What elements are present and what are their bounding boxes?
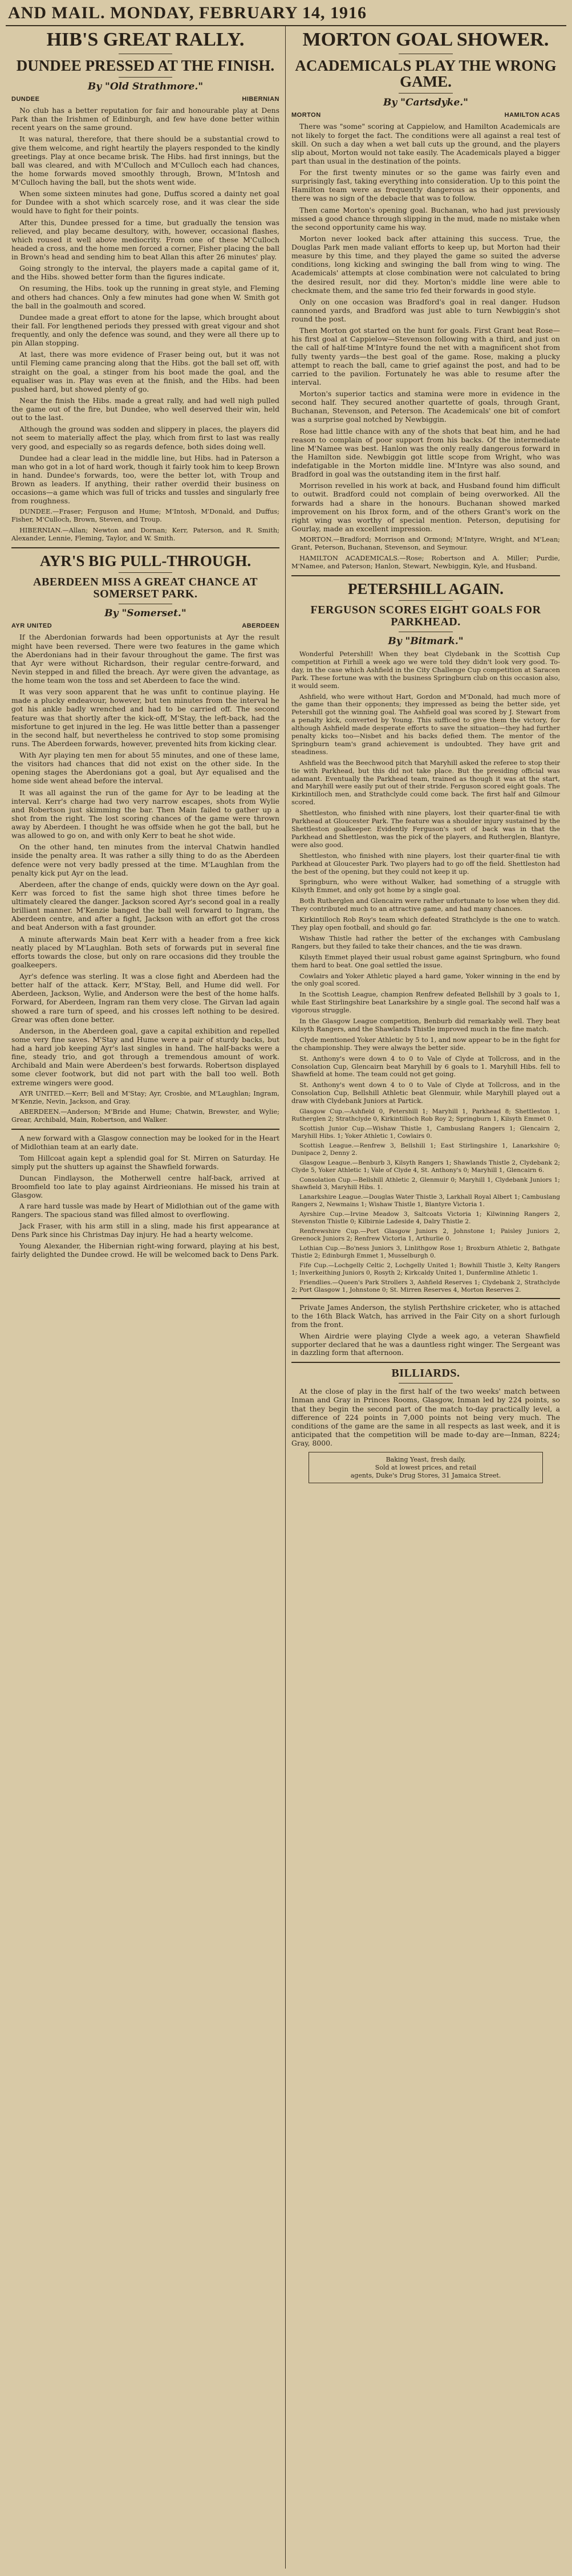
petershill-results [291, 1108, 560, 1293]
article-paragraph: St. Anthony's went down 4 to 0 to Vale of Clyde at Tollcross, and in the Consolation Cup, Bellshill Athletic beat Glenmuir, while Maryhill played out a draw with Clydebank Juniors at Partick. [291, 1081, 560, 1105]
ad-line: Sold at lowest prices, and retail [375, 1463, 477, 1471]
columns [6, 26, 566, 2569]
results-line: Lothian Cup.—Bo'ness Juniors 3, Linlithgow Rose 1; Broxburn Athletic 2, Bathgate Thistle 2; Edinburgh Emmet 1, Musselburgh 0. [291, 1245, 560, 1259]
article-paragraph: Morrison revelled in his work at back, and Husband found him difficult to outwit. Bradford could not complain of being overworked. All the forwards had a share in the honours. Buchanan showed marked improvement on his Ibrox form, and of the others Grant's work on the right wing was worthy of special mention. Peterson, deputising for Gourlay, made an excellent impression. [291, 481, 560, 533]
article-paragraph: Anderson, in the Aberdeen goal, gave a capital exhibition and repelled some very fine saves. M'Stay and Hume were a pair of sturdy backs, but had a hard job keeping Ayr's last singles in hand. The half-backs were a fine, steady trio, and got through a tremendous amount of work. Archibald and Main were Aberdeen's best forwards. Robertson displayed some clever footwork, but did not part with the ball too well. Both extreme wingers were good. [11, 1026, 279, 1087]
article-paragraph: After this, Dundee pressed for a time, but gradually the tension was relieved, and play became desultory, with, however, occasional flashes, which roused it well above mediocrity. From one of these M'Culloch headed a cross, and the home men forced a corner, Fisher placing the ball in Brown's head and sending him to beat Allan this after 26 minutes' play. [11, 218, 279, 262]
ayr-article [11, 553, 279, 1124]
morton-article [291, 30, 560, 571]
article-paragraph: In the Scottish League, champion Renfrew defeated Bellshill by 3 goals to 1, while East Stirlingshire beat Lanarkshire by a single goal. The second half was a vigorous struggle. [291, 990, 560, 1015]
note-paragraph: Tom Hillcoat again kept a splendid goal for St. Mirren on Saturday. He simply put the shutters up against the Shawfield forwards. [11, 1154, 279, 1171]
team-lineup: HAMILTON ACADEMICALS.—Rose; Robertson and A. Miller; Purdie, M'Namee, and Paterson; Hanlon, Stewart, Newbiggin, Kyle, and Husband. [291, 554, 560, 570]
article-paragraph: Going strongly to the interval, the players made a capital game of it, and the Hibs. showed better form than the figures indicate. [11, 264, 279, 282]
billiards-article [291, 1368, 560, 1447]
article-paragraph: Wishaw Thistle had rather the better of the exchanges with Cambuslang Rangers, but they failed to take their chances, and the tie was drawn. [291, 934, 560, 950]
note-paragraph: Jack Fraser, with his arm still in a sling, made his first appearance at Dens Park since his Christmas Day injury. He had a hearty welcome. [11, 1222, 279, 1239]
team-lineup: DUNDEE.—Fraser; Ferguson and Hume; M'Intosh, M'Donald, and Duffus; Fisher, M'Culloch, Brown, Steven, and Troup. [11, 507, 279, 524]
right-column [286, 26, 566, 2569]
article-paragraph: Then came Morton's opening goal. Buchanan, who had just previously missed a good chance through slipping in the mud, made no mistake when the second opportunity came his way. [291, 205, 560, 231]
section-divider [291, 1362, 560, 1363]
article-paragraph: Rose had little chance with any of the shots that beat him, and he had reason to complain of poor support from his backs. Of the intermediate line M'Namee was best. Hanlon was the only really dangerous forward in the Hamilton side. Newbiggin got little scope from Wright, who was indefatigable in the Morton middle line. M'Intyre was also sound, and Bradford in goal was the outstanding item in the first half. [291, 426, 560, 479]
note-paragraph: Young Alexander, the Hibernian right-wing forward, playing at his best, fairly delighted the Dundee crowd. He will be welcomed back to Dens Park. [11, 1242, 279, 1259]
divider [119, 77, 172, 78]
article-paragraph: Wonderful Petershill! When they beat Clydebank in the Scottish Cup competition at Firhill a week ago we were told they didn't look very good. To-day, in the case which Ashfield in the City Challenge Cup competition at Saracen Park. These fortune was with the business Springburn club on this occasion also, it would seem. [291, 649, 560, 690]
section-divider [11, 547, 279, 548]
advertisement [309, 1452, 543, 1483]
article-paragraph: No club has a better reputation for fair and honourable play at Dens Park than the Irishmen of Edinburgh, and few have done better within recent years on the same ground. [11, 106, 279, 132]
score-team-home: MORTON [291, 112, 321, 119]
petershill-body [291, 650, 560, 1105]
petershill-subheadline: FERGUSON SCORES EIGHT GOALS FOR PARKHEAD. [310, 603, 541, 628]
article-paragraph: Near the finish the Hibs. made a great rally, and had well nigh pulled the game out of the fire, but Dundee, who well deserved their win, held out to the last. [11, 396, 279, 422]
results-line: Renfrewshire Cup.—Port Glasgow Juniors 2, Johnstone 1; Paisley Juniors 2, Greenock Juniors 2; Renfrew Victoria 1, Arthurlie 0. [291, 1228, 560, 1242]
ad-line: Baking Yeast, fresh daily, [386, 1456, 466, 1464]
football-notes [11, 1134, 279, 1259]
morton-teams [291, 536, 560, 571]
petershill-byline: By "Bitmark." [388, 635, 464, 647]
article-paragraph: On the other hand, ten minutes from the interval Chatwin handled inside the penalty area. It was rather a silly thing to do as the Aberdeen defence were not very badly pressed at the time. M'Laughlan from the penalty kick put Ayr on the lead. [11, 843, 279, 877]
ayr-subheadline: ABERDEEN MISS A GREAT CHANCE AT SOMERSET PARK. [33, 576, 258, 601]
article-paragraph: In the Glasgow League competition, Benburb did remarkably well. They beat Kilsyth Rangers, and the Shawlands Thistle improved much in the fine match. [291, 1017, 560, 1033]
results-line: Fife Cup.—Lochgelly Celtic 2, Lochgelly United 1; Bowhill Thistle 3, Kelty Rangers 1; Inverkeithing Juniors 0, Rosyth 2; Kirkcaldy United 1, Dunfermline Athletic 1. [291, 1262, 560, 1276]
petershill-article [291, 581, 560, 1293]
billiards-headline: BILLIARDS. [391, 1367, 460, 1380]
results-line: Consolation Cup.—Bellshill Athletic 2, Glenmuir 0; Maryhill 1, Clydebank Juniors 1; Shawfield 3, Maryhill Hibs. 1. [291, 1177, 560, 1191]
team-lineup: AYR UNITED.—Kerr; Bell and M'Stay; Ayr, Crosbie, and M'Laughlan; Ingram, M'Kenzie, Nevin, Jackson, and Gray. [11, 1089, 279, 1105]
article-paragraph: At the close of play in the first half of the two weeks' match between Inman and Gray in Princes Rooms, Glasgow, Inman led by 224 points, so that they begin the second part of the match to-day practically level, a difference of 224 points in 7,000 points not being very much. The conditions of the game are the same in all respects as last week, and it is anticipated that the competition will be made to-day are—Inman, 8224; Gray, 8000. [291, 1387, 560, 1448]
team-lineup: HIBERNIAN.—Allan; Newton and Dornan; Kerr, Paterson, and R. Smith; Alexander, Lennie, Fleming, Taylor, and W. Smith. [11, 526, 279, 543]
ayr-byline: By "Somerset." [104, 608, 186, 620]
article-paragraph: It was very soon apparent that he was unfit to continue playing. He made a plucky endeavour, however, but ten minutes from the interval he got his ankle badly wrenched and had to be carried off. The second feature was that shortly after the kick-off, M'Stay, the left-back, had the misfortune to get injured in the leg. He was little better than a passenger in the second half, but nevertheless he contrived to stop some promising runs. The Aberdeen forwards, however, prevented hits from kicking clear. [11, 687, 279, 748]
article-paragraph: Springburn, who were without Walker, had something of a struggle with Kilsyth Emmet, and only got home by a single goal. [291, 878, 560, 894]
morton-score-line [291, 112, 560, 119]
article-paragraph: It was natural, therefore, that there should be a substantial crowd to give them welcome, and right heartily the players responded to the kindly greetings. Play at once became brisk. The Hibs. had first innings, but the ball was cleared, and with M'Culloch and M'Culloch each had chances, the home forwards moved smoothly through, Brown, M'Intosh and M'Culloch having the ball, but the shots went wide. [11, 135, 279, 187]
morton-body [291, 122, 560, 533]
section-divider [291, 1298, 560, 1299]
morton-headline: MORTON GOAL SHOWER. [302, 29, 549, 50]
article-paragraph: Ashfield, who were without Hart, Gordon and M'Donald, had much more of the game than their opponents; they impressed as being the better side, yet Petershill got the winning goal. The Ashfield goal was scored by J. Stewart from a penalty kick, converted by Young. This sufficed to give them the victory, for although Ashfield made desperate efforts to save the situation—they had further penalty kicks too—Nisbet and his backs defied them. The mentor of the Springburn team's grand achievement is undoubted. They have grit and steadiness. [291, 692, 560, 756]
score-team-away: HAMILTON ACAS [504, 112, 560, 119]
article-paragraph: At last, there was more evidence of Fraser being out, but it was not until Fleming came prancing along that the Hibs. got the ball set off, with straight on the goal, a stinger from his boot made the goal, and the equaliser was in. Play was even at the finish, and the Hibs. had been pushed hard, but showed plenty of go. [11, 350, 279, 393]
article-paragraph: Cowlairs and Yoker Athletic played a hard game, Yoker winning in the end by the only goal scored. [291, 971, 560, 988]
article-paragraph: Dundee had a clear lead in the middle line, but Hibs. had in Paterson a man who got in a lot of hard work, though it fairly took him to keep Brown in hand. Dundee's forwards, too, were the better lot, with Troup and Brown as leaders. If anything, their rather overdid their business on occasions—a game which was full of tricks and tussles and singularly free from roughness. [11, 453, 279, 506]
divider [399, 600, 452, 601]
ayr-body [11, 633, 279, 1086]
score-team-away: ABERDEEN [242, 622, 279, 630]
score-team-home: AYR UNITED [11, 622, 52, 630]
section-divider [11, 1129, 279, 1130]
note-paragraph: When Airdrie were playing Clyde a week ago, a veteran Shawfield supporter declared that he was a dauntless right winger. The Sergeant was in dazzling form that afternoon. [291, 1332, 560, 1357]
article-paragraph: Morton never looked back after attaining this success. True, the Douglas Park men made valiant efforts to keep up, but Morton had their measure by this time, and they played the game so suited the adverse conditions, long kicking and swinging the ball from wing to wing. The Academicals' attempts at close combination were not calculated to bring the desired result, nor did they. Morton's middle line were able to checkmate them, and the same trio fed their forwards in good style. [291, 234, 560, 295]
morton-byline: By "Cartsdyke." [383, 97, 469, 109]
article-paragraph: A minute afterwards Main beat Kerr with a header from a free kick neatly placed by M'Laughlan. Both sets of forwards put in several fine efforts towards the close, but only on rare occasions did they trouble the goalkeepers. [11, 934, 279, 969]
article-paragraph: There was "some" scoring at Cappielow, and Hamilton Academicals are not likely to forget the fact. The conditions were all against a real test of skill. On such a day when a wet ball cuts up the ground, and the players slip about, Morton would not take easily. The Academicals played a bigger part than usual in the destination of the points. [291, 122, 560, 165]
note-paragraph: A rare hard tussle was made by Heart of Midlothian out of the game with Rangers. The spacious stand was filled almost to overflowing. [11, 1202, 279, 1219]
article-paragraph: Dundee made a great effort to atone for the lapse, which brought about their fall. For lengthened periods they pressed with great vigour and shot frequently, and only the defence was sound, and they were all there up to pin Allan stopping. [11, 312, 279, 348]
hibs-headline: HIB'S GREAT RALLY. [46, 29, 245, 50]
ad-line: agents, Duke's Drug Stores, 31 Jamaica Street. [350, 1471, 501, 1479]
article-paragraph: Shettleston, who finished with nine players, lost their quarter-final tie with Parkhead at Gloucester Park. Two players had to go off the field. Shettleston had the best of the opening, but they could not keep it up. [291, 851, 560, 876]
hibs-teams [11, 508, 279, 543]
results-line: Friendlies.—Queen's Park Strollers 3, Ashfield Reserves 1; Clydebank 2, Strathclyde 2; Port Glasgow 1, Johnstone 0; St. Mirren Reserves 4, Morton Reserves 2. [291, 1279, 560, 1293]
article-paragraph: Kilsyth Emmet played their usual robust game against Springburn, who found them hard to beat. One goal settled the issue. [291, 953, 560, 969]
left-column [6, 26, 286, 2569]
results-line: Scottish Junior Cup.—Wishaw Thistle 1, Cambuslang Rangers 1; Glencairn 2, Maryhill Hibs. 1; Yoker Athletic 1, Cowlairs 0. [291, 1125, 560, 1140]
score-team-away: HIBERNIAN [242, 96, 279, 103]
results-line: Ayrshire Cup.—Irvine Meadow 3, Saltcoats Victoria 1; Kilwinning Rangers 2, Stevenston Thistle 0; Kilbirnie Ladeside 4, Dalry Thistle 2. [291, 1211, 560, 1225]
article-paragraph: Clyde mentioned Yoker Athletic by 5 to 1, and now appear to be in the fight for the championship. They were always the better side. [291, 1035, 560, 1052]
article-paragraph: Both Rutherglen and Glencairn were rather unfortunate to lose when they did. They contributed much to an attractive game, and had many chances. [291, 897, 560, 913]
article-paragraph: With Ayr playing ten men for about 55 minutes, and one of these lame, the visitors had chances that did not exist on the other side. In the opening stages the Aberdonians got a goal, but Ayr equalised and the home side went ahead before the interval. [11, 751, 279, 786]
article-paragraph: Although the ground was sodden and slippery in places, the players did not seem to materially affect the play, which from first to last was really very good, and especially so as regards defence, both sides doing well. [11, 425, 279, 451]
divider [119, 572, 172, 573]
hibs-byline: By "Old Strathmore." [87, 81, 204, 93]
article-paragraph: St. Anthony's were down 4 to 0 to Vale of Clyde at Tollcross, and in the Consolation Cup, Glencairn beat Maryhill by 6 goals to 1. Maryhill Hibs. fell to Shawfield at home. The team could not get going. [291, 1054, 560, 1079]
article-paragraph: Ayr's defence was sterling. It was a close fight and Aberdeen had the better half of the attack. Kerr, M'Stay, Bell, and Hume did well. For Aberdeen, Jackson, Wylie, and Anderson were the best of the home halfs. Forward, for Aberdeen, Ingram ran them very close. The Girvan lad again showed a rare turn of speed, and his crosses left nothing to be desired. Grear was often done better. [11, 972, 279, 1024]
article-paragraph: When some sixteen minutes had gone, Duffus scored a dainty net goal for Dundee with a shot which scarcely rose, and it was clear the side would have to fight for their points. [11, 189, 279, 215]
article-paragraph: Only on one occasion was Bradford's goal in real danger. Hudson cannoned yards, and Bradford was just able to turn Newbiggin's shot round the post. [291, 297, 560, 323]
hibs-body [11, 106, 279, 505]
results-line: Lanarkshire League.—Douglas Water Thistle 3, Larkhall Royal Albert 1; Cambuslang Rangers 2, Newmains 1; Wishaw Thistle 1, Blantyre Victoria 1. [291, 1194, 560, 1208]
results-line: Glasgow League.—Benburb 3, Kilsyth Rangers 1; Shawlands Thistle 2, Clydebank 2; Clyde 5, Yoker Athletic 1; Vale of Clyde 4, St. Anthony's 0; Maryhill 1, Glencairn 6. [291, 1159, 560, 1174]
note-paragraph: Duncan Findlayson, the Motherwell centre half-back, arrived at Broomfield too late to play against Airdrieonians. He missed his train at Glasgow. [11, 1174, 279, 1199]
masthead-text: AND MAIL. MONDAY, FEBRUARY 14, 1916 [8, 3, 367, 22]
masthead [6, 0, 566, 26]
article-paragraph: It was all against the run of the game for Ayr to be leading at the interval. Kerr's charge had two very narrow escapes, shots from Wylie and Robertson just skimming the bar. Then Main failed to gather up a shot from the right. The lost scoring chances of the game were thrown away by Aberdeen. I thought he was offside when he got the ball, but he was allowed to go on, and with only Kerr to beat he shot wide. [11, 788, 279, 840]
article-paragraph: Aberdeen, after the change of ends, quickly were down on the Ayr goal. Kerr was forced to fist the same high shot three times before he ultimately cleared the danger. Jackson scored Ayr's second goal in a really brilliant manner. M'Kenzie banged the ball well forward to Ingram, the Aberdeen centre, and after a fight, Jackson with an effort got the cross and beat Anderson with a fast grounder. [11, 880, 279, 932]
article-paragraph: Morton's superior tactics and stamina were more in evidence in the second half. They secured another quartette of goals, through Grant, Buchanan, Stevenson, and Peterson. The Academicals' one bit of comfort was a surprise goal notched by Newbiggin. [291, 389, 560, 424]
petershill-headline: PETERSHILL AGAIN. [347, 580, 504, 597]
article-paragraph: Shettleston, who finished with nine players, lost their quarter-final tie with Parkhead at Gloucester Park. The feature was a shoulder injury sustained by the Shettleston goalkeeper. Evidently Ferguson's sort of back was in that the Parkhead and Shettleston, was the pick of the players, and Rutherglen, Blantyre, were also good. [291, 809, 560, 849]
note-paragraph: Private James Anderson, the stylish Perthshire cricketer, who is attached to the 16th Black Watch, has arrived in the Fair City on a short furlough from the front. [291, 1304, 560, 1329]
score-team-home: DUNDEE [11, 96, 40, 103]
sport-notes [291, 1304, 560, 1357]
results-line: Glasgow Cup.—Ashfield 0, Petershill 1; Maryhill 1, Parkhead 8; Shettleston 1, Rutherglen 2; Strathclyde 0, Kirkintilloch Rob Roy 2; Springburn 1, Kilsyth Emmet 0. [291, 1108, 560, 1122]
hibs-subheadline: DUNDEE PRESSED AT THE FINISH. [16, 56, 275, 74]
results-line: Scottish League.—Renfrew 3, Bellshill 1; East Stirlingshire 1, Lanarkshire 0; Dunipace 2, Denny 2. [291, 1142, 560, 1157]
ayr-headline: AYR'S BIG PULL-THROUGH. [39, 552, 251, 570]
section-divider [291, 575, 560, 576]
note-paragraph: A new forward with a Glasgow connection may be looked for in the Heart of Midlothian team at an early date. [11, 1134, 279, 1151]
hibs-article [11, 30, 279, 543]
article-paragraph: Ashfield was the Beechwood pitch that Maryhill asked the referee to stop their tie with Parkhead, but this did not take place. But the presiding official was adamant. Eventually the Parkhead team, trained as though it was at the start, and Maryhill were easily put out of their stride. Ferguson scored eight goals. The Kirkintilloch men, and Strathclyde could come back. The first half and Gilmour scored. [291, 758, 560, 807]
team-lineup: MORTON.—Bradford; Morrison and Ormond; M'Intyre, Wright, and M'Lean; Grant, Peterson, Buchanan, Stevenson, and Seymour. [291, 535, 560, 551]
ayr-score-line [11, 622, 279, 629]
article-paragraph: Then Morton got started on the hunt for goals. First Grant beat Rose—his first goal at Cappielow—Stevenson following with a third, and just on the call of half-time M'Intyre found the net with a magnificent shot from fully twenty yards—the best goal of the game. Rose, making a plucky attempt to reach the ball, came to grief against the post, and had to be carried to the pavilion. Fortunately he was able to resume after the interval. [291, 326, 560, 386]
ayr-teams [11, 1090, 279, 1125]
article-paragraph: If the Aberdonian forwards had been opportunists at Ayr the result might have been reversed. There were two features in the game which the Aberdonians had in their favour throughout the game. The first was that Ayr were without Richardson, their regular centre-forward, and Nevin stepped in and filled the breach. Ayr were given the advantage, as the home team won the toss and set Aberdeen to face the wind. [11, 633, 279, 685]
hibs-score-line [11, 96, 279, 103]
morton-subheadline: ACADEMICALS PLAY THE WRONG GAME. [295, 56, 557, 91]
article-paragraph: On resuming, the Hibs. took up the running in great style, and Fleming and others had chances. Only a few minutes had gone when W. Smith got the ball in the goalmouth and scored. [11, 284, 279, 310]
article-paragraph: Kirkintilloch Rob Roy's team which defeated Strathclyde is the one to watch. They play open football, and should go far. [291, 915, 560, 931]
team-lineup: ABERDEEN.—Anderson; M'Bride and Hume; Chatwin, Brewster, and Wylie; Grear, Archibald, Main, Robertson, and Walker. [11, 1108, 279, 1124]
article-paragraph: For the first twenty minutes or so the game was fairly even and surprisingly fast, taking everything into consideration. Up to this point the Hamilton team were as frequently dangerous as their opponents, and there was no sign of the debacle that was to follow. [291, 168, 560, 203]
